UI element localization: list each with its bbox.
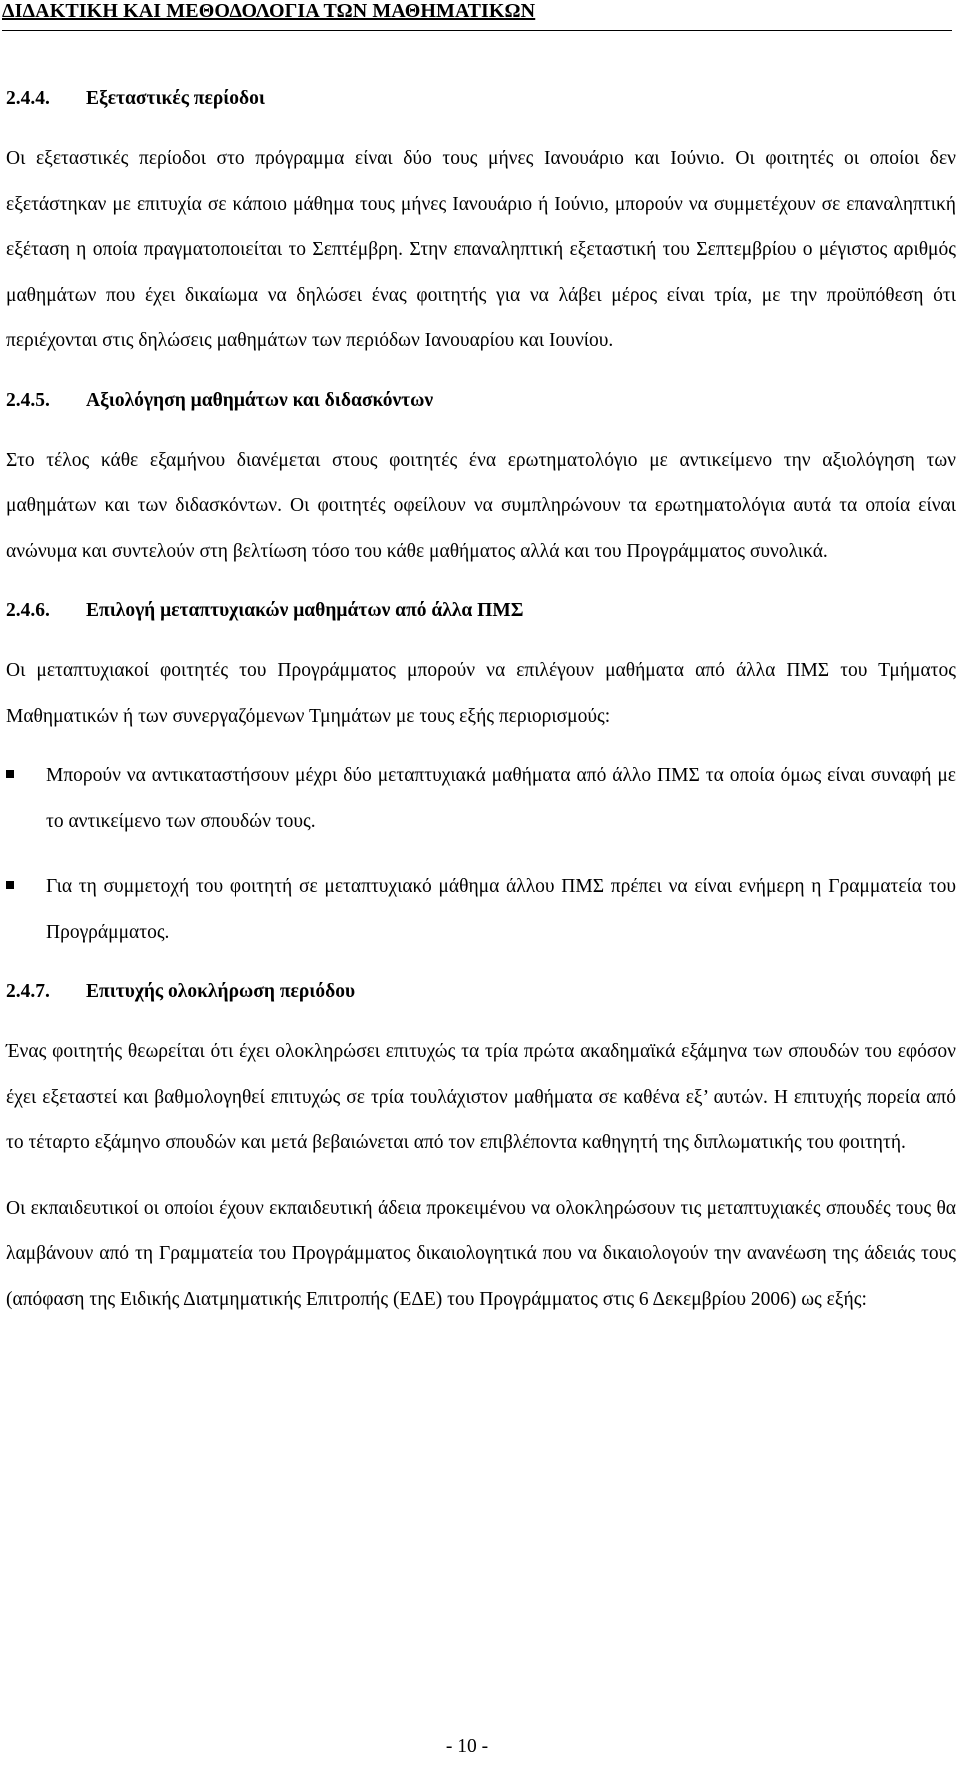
paragraph: Οι μεταπτυχιακοί φοιτητές του Προγράμματος μπορούν να επιλέγουν μαθήματα από άλλα ΠΜΣ του Τμήματος Μαθηματικών ή των συνεργαζόμενων Τμημάτων με τους εξής περιορισμούς: [6, 660, 956, 727]
paragraph: Στο τέλος κάθε εξαμήνου διανέμεται στους φοιτητές ένα ερωτηματολόγιο με αντικείμενο την αξιολόγηση των μαθημάτων και των διδασκόντων. Οι φοιτητές οφείλουν να συμπληρώνουν τα ερωτηματολόγια αυτά τα οποία είναι ανώνυμα και συντελούν στη βελτίωση τόσο του κάθε μαθήματος αλλά και του Προγράμματος συνολικά. [6, 449, 956, 562]
section-title: Επιτυχής ολοκλήρωση περιόδου [86, 981, 356, 1002]
section-number: 2.4.5. [6, 389, 50, 411]
section-heading [6, 588, 956, 634]
square-bullet-icon [6, 881, 14, 889]
section-title: Εξεταστικές περίοδοι [86, 88, 265, 109]
list-item [6, 753, 956, 844]
section-number: 2.4.7. [6, 981, 50, 1002]
page-footer [0, 1736, 960, 1758]
list-item-text: Μπορούν να αντικαταστήσουν μέχρι δύο μεταπτυχιακά μαθήματα από άλλο ΠΜΣ τα οποία όμως είναι συναφή με το αντικείμενο των σπουδών τους. [46, 765, 956, 832]
list-item [6, 864, 956, 955]
paragraph: Οι εκπαιδευτικοί οι οποίοι έχουν εκπαιδευτική άδεια προκειμένου να ολοκληρώσουν τις μεταπτυχιακές σπουδές τους θα λαμβάνουν από τη Γραμματεία του Προγράμματος δικαιολογητικά που να δικαιολογούν την ανανέωση της άδειάς τους (απόφαση της Ειδικής Διατμηματικής Επιτροπής (ΕΔΕ) του Προγράμματος στις 6 Δεκεμβρίου 2006) ως εξής: [6, 1197, 956, 1310]
running-header [2, 0, 952, 31]
section-title: Αξιολόγηση μαθημάτων και διδασκόντων [86, 389, 434, 411]
list-item-text: Για τη συμμετοχή του φοιτητή σε μεταπτυχιακό μάθημα άλλου ΠΜΣ πρέπει να είναι ενήμερη η Γραμματεία του Προγράμματος. [46, 876, 956, 943]
paragraph: Ένας φοιτητής θεωρείται ότι έχει ολοκληρώσει επιτυχώς τα τρία πρώτα ακαδημαϊκά εξάμηνα των σπουδών του εφόσον έχει εξεταστεί και βαθμολογηθεί επιτυχώς σε τρία τουλάχιστον μαθήματα σε καθένα εξ’ αυτών. Η επιτυχής πορεία από το τέταρτο εξάμηνο σπουδών και μετά βεβαιώνεται από τον επιβλέποντα καθηγητή της διπλωματικής του φοιτητή. [6, 1041, 956, 1153]
section-heading [6, 969, 956, 1015]
paragraph: Οι εξεταστικές περίοδοι στο πρόγραμμα είναι δύο τους μήνες Ιανουάριο και Ιούνιο. Οι φοιτητές οι οποίοι δεν εξετάστηκαν με επιτυχία σε κάποιο μάθημα τους μήνες Ιανουάριο ή Ιούνιο, μπορούν να συμμετέχουν σε επαναληπτική εξέταση η οποία πραγματοποιείται το Σεπτέμβρη. Στην επαναληπτική εξεταστική του Σεπτεμβρίου ο μέγιστος αριθμός μαθημάτων που έχει δικαίωμα να δηλώσει ένας φοιτητής για να λάβει μέρος είναι τρία, με την προϋπόθεση ότι περιέχονται στις δηλώσεις μαθημάτων των περιόδων Ιανουαρίου και Ιουνίου. [6, 148, 956, 351]
bullet-list [6, 753, 956, 955]
section-heading [6, 378, 956, 424]
section-number: 2.4.6. [6, 600, 50, 621]
section-number: 2.4.4. [6, 88, 50, 109]
page-number: - 10 - [445, 1736, 489, 1757]
section-title: Επιλογή μεταπτυχιακών μαθημάτων από άλλα ΠΜΣ [86, 600, 524, 621]
section-heading [6, 76, 956, 122]
document-body [6, 76, 956, 1322]
running-header-title: ΔΙΔΑΚΤΙΚΗ ΚΑΙ ΜΕΘΟΔΟΛΟΓΙΑ ΤΩΝ ΜΑΘΗΜΑΤΙΚΩΝ [2, 0, 536, 22]
square-bullet-icon [6, 770, 14, 778]
